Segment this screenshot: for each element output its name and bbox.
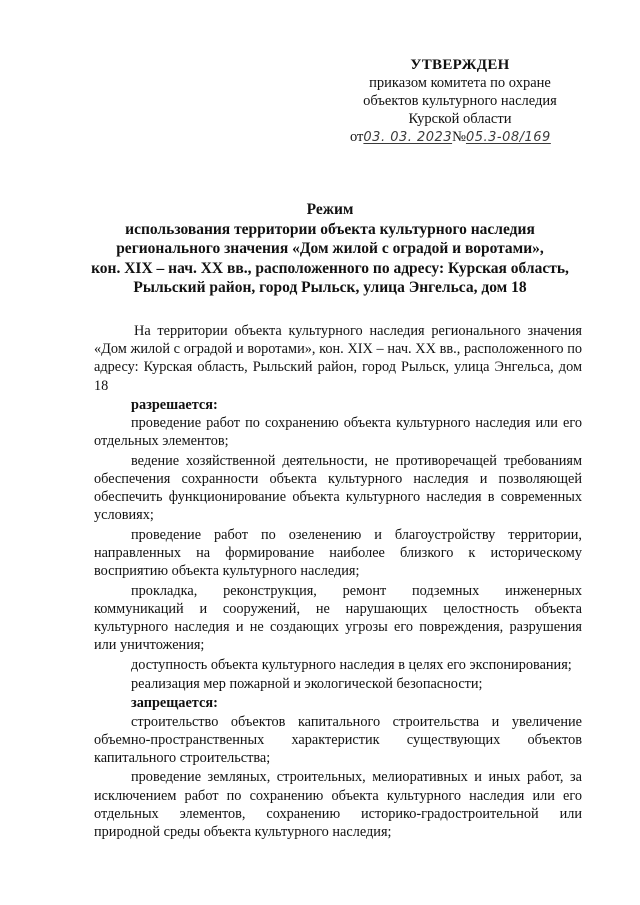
allowed-item: реализация мер пожарной и экологической безопасности; bbox=[131, 675, 483, 692]
title-line-3: кон. XIX – нач. XX вв., расположенного по адресу: Курская область, bbox=[91, 259, 569, 277]
forbidden-item: строительство объектов капитального строительства и увеличение объемно-пространственных характеристик существующих объектов капитального строительства; bbox=[94, 713, 582, 766]
title-line-4: Рыльский район, город Рыльск, улица Энгельса, дом 18 bbox=[133, 279, 527, 296]
approval-order-line: приказом комитета по охране bbox=[369, 75, 551, 91]
approval-stamp-block bbox=[340, 56, 580, 147]
title-heading: Режим bbox=[306, 201, 354, 218]
document-title bbox=[70, 200, 590, 298]
approved-label: УТВЕРЖДЕН bbox=[410, 57, 510, 73]
date-prefix: от bbox=[350, 129, 364, 145]
allowed-item: прокладка, реконструкция, ремонт подземных инженерных коммуникаций и сооружений, не нарушающих целостность объекта культурного наследия и не создающих угрозы его повреждения, разрушения или уничтожения; bbox=[94, 582, 582, 654]
approval-date-line bbox=[340, 128, 580, 147]
allowed-item: доступность объекта культурного наследия в целях его экспонирования; bbox=[131, 656, 572, 673]
handwritten-order-number: 05.3-08/169 bbox=[465, 130, 551, 145]
approval-region-line: Курской области bbox=[408, 111, 512, 127]
forbidden-item: проведение земляных, строительных, мелиоративных и иных работ, за исключением работ по сохранению объекта культурного наследия или его отдельных элементов, сохранению историко-градостроительной или природной среды объекта культурного наследия; bbox=[94, 769, 582, 840]
intro-paragraph: На территории объекта культурного наследия регионального значения «Дом жилой с оградой и воротами», кон. XIX – нач. XX вв., расположенного по адресу: Курская область, Рыльский район, город Рыльск, улица Энгельса, дом 18 bbox=[94, 323, 582, 394]
allowed-item: ведение хозяйственной деятельности, не противоречащей требованиям обеспечения сохранности объекта культурного наследия и позволяющей обеспечить функционирование объекта культурного наследия в современных условиях; bbox=[94, 452, 582, 524]
allowed-heading: разрешается: bbox=[131, 397, 218, 413]
allowed-item: проведение работ по озеленению и благоустройству территории, направленных на формирование наиболее близкого к историческому восприятию объекта культурного наследия; bbox=[94, 526, 582, 580]
approval-committee-line: объектов культурного наследия bbox=[363, 93, 557, 109]
title-line-2: регионального значения «Дом жилой с оградой и воротами», bbox=[116, 240, 544, 257]
document-body bbox=[94, 322, 582, 842]
allowed-item: проведение работ по сохранению объекта культурного наследия или его отдельных элементов; bbox=[94, 415, 582, 450]
title-line-1: использования территории объекта культурного наследия bbox=[125, 220, 535, 238]
number-prefix: № bbox=[452, 129, 466, 145]
forbidden-heading: запрещается: bbox=[131, 695, 218, 712]
handwritten-date: 03. 03. 2023 bbox=[363, 130, 453, 145]
